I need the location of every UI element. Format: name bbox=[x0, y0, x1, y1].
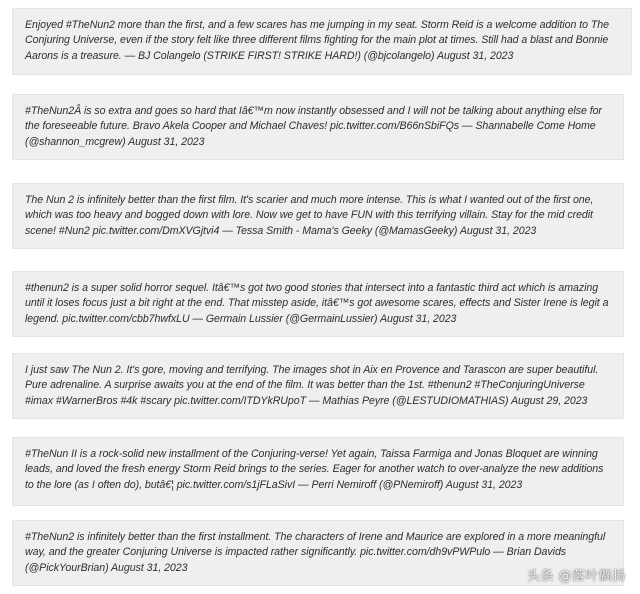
tweet-text: Enjoyed #TheNun2 more than the first, and a few scares has me jumping in my seat. Storm Reid is a welcome addition to The Conjuring Universe, even if the story felt like three different films fighting for the main plot at times. Still had a blast and Bonnie Aarons is a treasure. — BJ Colangelo (STRIKE FIRST! STRIKE HARD!) (@bjcolangelo) August 31, 2023 bbox=[25, 19, 609, 62]
tweet-text: #TheNun2Â is so extra and goes so hard that Iâ€™m now instantly obsessed and I will not be talking about anything else for the foreseeable future. Bravo Akela Cooper and Michael Chaves! pic.twitter.com/B66nSbiFQs — Shannabelle Come Home (@shannon_mcgrew) August 31, 2023 bbox=[25, 105, 602, 148]
tweet-text: I just saw The Nun 2. It's gore, moving and terrifying. The images shot in Aix en Provence and Tarascon are super beautiful. Pure adrenaline. A surprise awaits you at the end of the film. It was better than the 1st. #thenun2 #TheConjuringUniverse #imax #WarnerBros #4k #scary pic.twitter.com/ITDYkRUpoT — Mathias Peyre (@LESTUDIOMATHIAS) August 29, 2023 bbox=[25, 364, 599, 407]
tweet-text: #thenun2 is a super solid horror sequel. Itâ€™s got two good stories that intersect into a fantastic third act which is amazing until it loses focus just a bit right at the end. That misstep aside, itâ€™s got awesome scares, effects and Sister Irene is legit a legend. pic.twitter.com/cbb7hwfxLU — Germain Lussier (@GermainLussier) August 31, 2023 bbox=[25, 282, 609, 325]
tweet-card-6 bbox=[12, 437, 624, 506]
tweet-text: #TheNun II is a rock-solid new installment of the Conjuring-verse! Yet again, Taissa Farmiga and Jonas Bloquet are winning leads, and loved the fresh energy Storm Reid brings to the series. Eager for another watch to over-analyze the new additions to the lore (as I often do), butâ€¦ pic.twitter.com/s1jFLaSivI — Perri Nemiroff (@PNemiroff) August 31, 2023 bbox=[25, 448, 604, 491]
tweet-text: The Nun 2 is infinitely better than the first film. It's scarier and much more intense. This is what I wanted out of the first one, which was too heavy and bogged down with lore. Now we get to have FUN with this terrifying villain. Stay for the mid credit scene! #Nun2 pic.twitter.com/DmXVGjtvi4 — Tessa Smith - Mama's Geeky (@MamasGeeky) August 31, 2023 bbox=[25, 194, 594, 237]
tweet-card-2 bbox=[12, 94, 624, 160]
tweet-text: #TheNun2 is infinitely better than the first installment. The characters of Irene and Maurice are explored in a more meaningful way, and the greater Conjuring Universe is impacted rather significantly. pic.twitter.com/dh9vPWPulo — Brian Davids (@PickYourBrian) August 31, 2023 bbox=[25, 531, 606, 574]
tweet-card-3 bbox=[12, 183, 624, 249]
tweet-card-5 bbox=[12, 353, 624, 419]
tweet-card-4 bbox=[12, 271, 624, 337]
watermark: 头条 @落叶飘扬 bbox=[526, 569, 626, 584]
tweet-card-1 bbox=[12, 8, 632, 75]
